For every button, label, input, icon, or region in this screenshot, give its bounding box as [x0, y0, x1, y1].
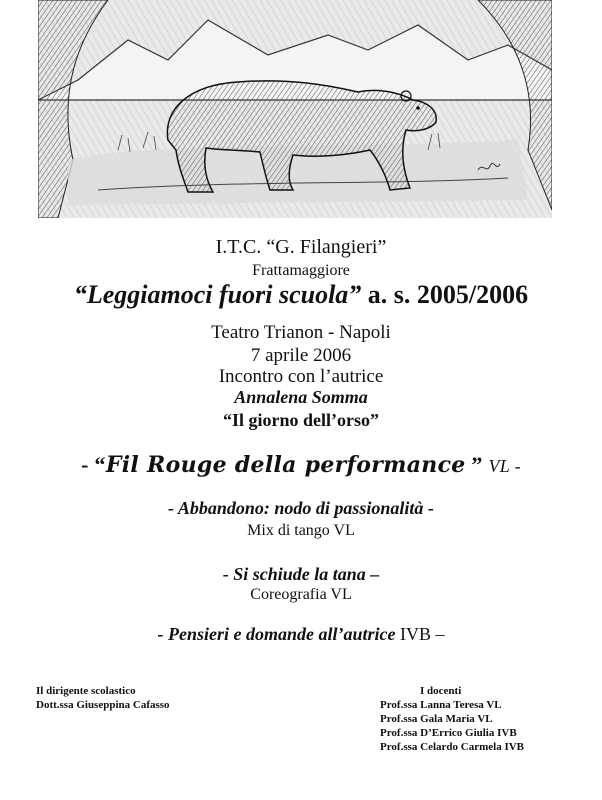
program-item-1-subtitle: Mix di tango VL — [247, 522, 355, 539]
principal-role: Il dirigente scolastico — [36, 685, 136, 697]
performance-heading — [0, 452, 602, 478]
school-year: a. s. 2005/2006 — [367, 280, 529, 309]
program-item-3-title: - Pensieri e domande all’autrice — [157, 624, 396, 644]
program-item-2-subtitle: Coreografia VL — [250, 586, 352, 603]
teacher-name: Prof.ssa Lanna Teresa VL — [380, 699, 502, 711]
program-item-3 — [0, 624, 602, 645]
event-title-line — [0, 280, 602, 310]
program-item-2-title: - Si schiude la tana – — [222, 564, 380, 584]
program-item-1-title: - Abbandono: nodo di passionalità - — [168, 498, 434, 518]
meeting-label: Incontro con l’autrice — [218, 366, 384, 387]
teachers-role: I docenti — [420, 685, 462, 697]
event-date: 7 aprile 2006 — [250, 345, 352, 366]
event-title: “Leggiamoci fuori scuola” — [73, 280, 362, 309]
teacher-name: Prof.ssa D’Errico Giulia IVB — [380, 727, 517, 739]
performance-prefix: - “ — [81, 452, 106, 477]
principal-signature-block — [36, 684, 170, 712]
teacher-name: Prof.ssa Gala Maria VL — [380, 713, 493, 725]
event-venue: Teatro Trianon - Napoli — [211, 322, 391, 343]
school-name: I.T.C. “G. Filangieri” — [215, 236, 387, 258]
bear-sketch-illustration — [38, 0, 552, 218]
school-city: Frattamaggiore — [252, 262, 350, 279]
performance-class: VL - — [488, 456, 521, 476]
book-title: “Il giorno dell’orso” — [223, 410, 379, 430]
author-name: Annalena Somma — [234, 387, 368, 407]
performance-suffix: ” — [465, 452, 483, 477]
performance-title: Fil Rouge della performance — [105, 452, 466, 478]
program-item-3-class: IVB – — [399, 624, 445, 644]
principal-name: Dott.ssa Giuseppina Cafasso — [36, 699, 170, 711]
teachers-signature-block — [380, 684, 524, 754]
teacher-name: Prof.ssa Celardo Carmela IVB — [380, 741, 524, 753]
